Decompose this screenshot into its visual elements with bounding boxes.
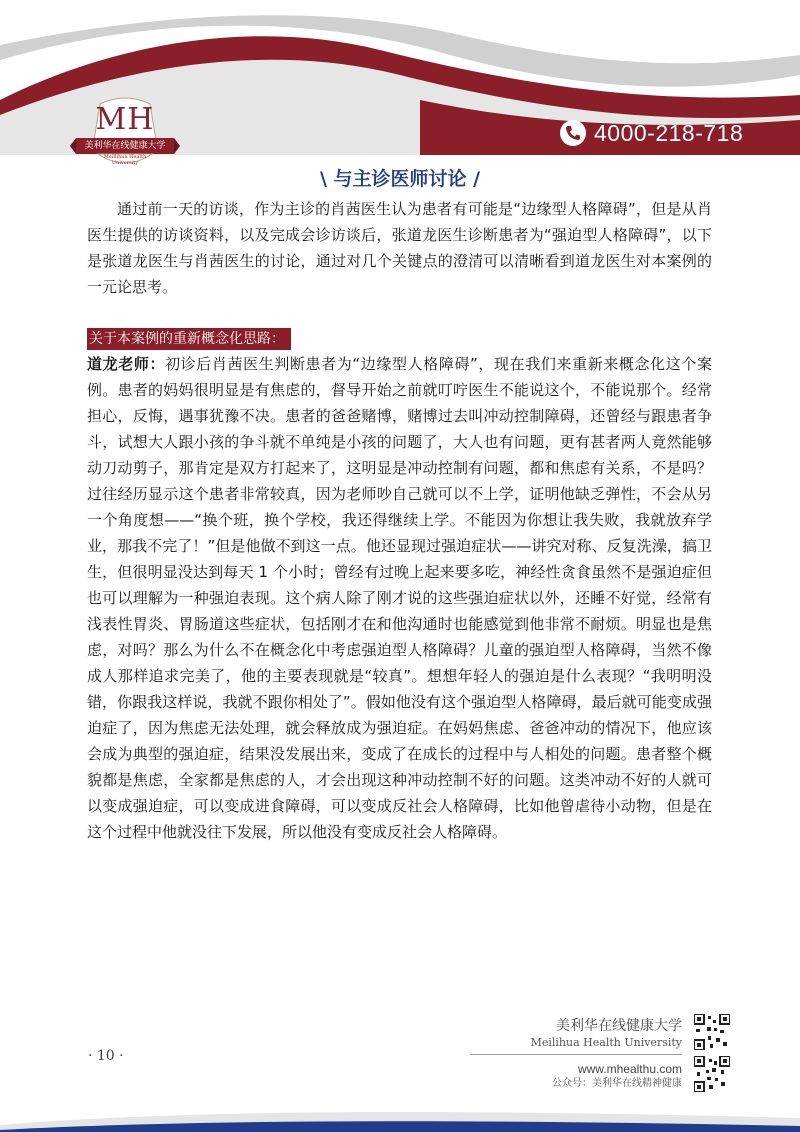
brand-name-en: Meilihua Health University [530,1036,682,1049]
discussion-text: 初诊后肖茜医生判断患者为“边缘型人格障碍”，现在我们来重新来概念化这个案例。患者的妈妈很明显是有焦虑的，督导开始之前就叮咛医生不能说这个，不能说那个。经常担心，反悔，遇事犹豫不决。患者的爸爸赌博，赌博过去叫冲动控制障碍，还曾经与跟患者争斗，试想大人跟小孩的争斗就不单纯是小孩的问题了，大人也有问题，更有甚者两人竟然能够动刀动剪子，那肯定是双方打起来了，这明显是冲动控制有问题，都和焦虑有关系，不是吗？过往经历显示这个患者非常较真，因为老师吵自己就可以不上学，证明他缺乏弹性，不会从另一个角度想——“换个班，换个学校，我还得继续上学。不能因为你想让我失败，我就放弃学业，那我不完了！”但是他做不到这一点。他还显现过强迫症状——讲究对称、反复洗澡，搞卫生，但很明显没达到每天 1 个小时；曾经有过晚上起来要多吃，神经性贪食虽然不是强迫症但也可以理解为一种强迫表现。这个病人除了刚才说的这些强迫症状以外，还睡不好觉，经常有浅表性胃炎、胃肠道这些症状，包括刚才在和他沟通时也能感觉到他非常不耐烦。明显也是焦虑，对吗？那么为什么不在概念化中考虑强迫型人格障碍？儿童的强迫型人格障碍，当然不像成人那样追求完美了，他的主要表现就是“较真”。想想年轻人的强迫是什么表现？“我明明没错，你跟我这样说，我就不跟你相处了”。假如他没有这个强迫型人格障碍，最后就可能变成强迫症了，因为焦虑无法处理，就会释放成为强迫症。在妈妈焦虑、爸爸冲动的情况下，他应该会成为典型的强迫症，结果没发展出来，变成了在成长的过程中与人相处的问题。患者整个概貌都是焦虑，全家都是焦虑的人，才会出现这种冲动控制不好的问题。这类冲动不好的人就可以变成强迫症，可以变成进食障碍，可以变成反社会人格障碍，比如他曾虐待小动物，但是在这个过程中他就没往下发展，所以他没有变成反社会人格障碍。 [87,355,712,841]
phone-icon [560,120,586,146]
brand-name-cn: 美利华在线健康大学 [556,1018,682,1034]
website-url: www.mhealthu.com [577,1062,682,1076]
page-title: \ 与主诊医师讨论 / [319,168,481,190]
brand-divider [470,1054,682,1055]
wechat-account: 公众号：美利华在线精神健康 [552,1078,682,1089]
qr-code-icon [694,1056,730,1092]
discussion-paragraph [87,351,712,845]
logo-name-cn: 美利华在线健康大学 [84,141,166,151]
phone-number: 4000-218-718 [594,119,744,146]
footer-brand [470,1016,682,1091]
logo-name-en: Meillihua Health University [103,154,147,166]
intro-paragraph: 通过前一天的访谈，作为主诊的肖茜医生认为患者有可能是“边缘型人格障碍”，但是从肖医生提供的访谈资料，以及完成会诊访谈后，张道龙医生诊断患者为“强迫型人格障碍”，以下是张道龙医生与肖茜医生的讨论，通过对几个关键点的澄清可以清晰看到道龙医生对本案例的一元论思考。 [87,200,712,296]
hotline [560,118,743,148]
page-number: · 10 · [88,1048,124,1064]
speaker-label: 道龙老师： [87,355,166,373]
section-heading: 关于本案例的重新概念化思路： [87,328,291,350]
article-body [87,196,712,845]
logo-mark: MH [95,102,155,137]
qr-code-icon [694,1014,730,1050]
